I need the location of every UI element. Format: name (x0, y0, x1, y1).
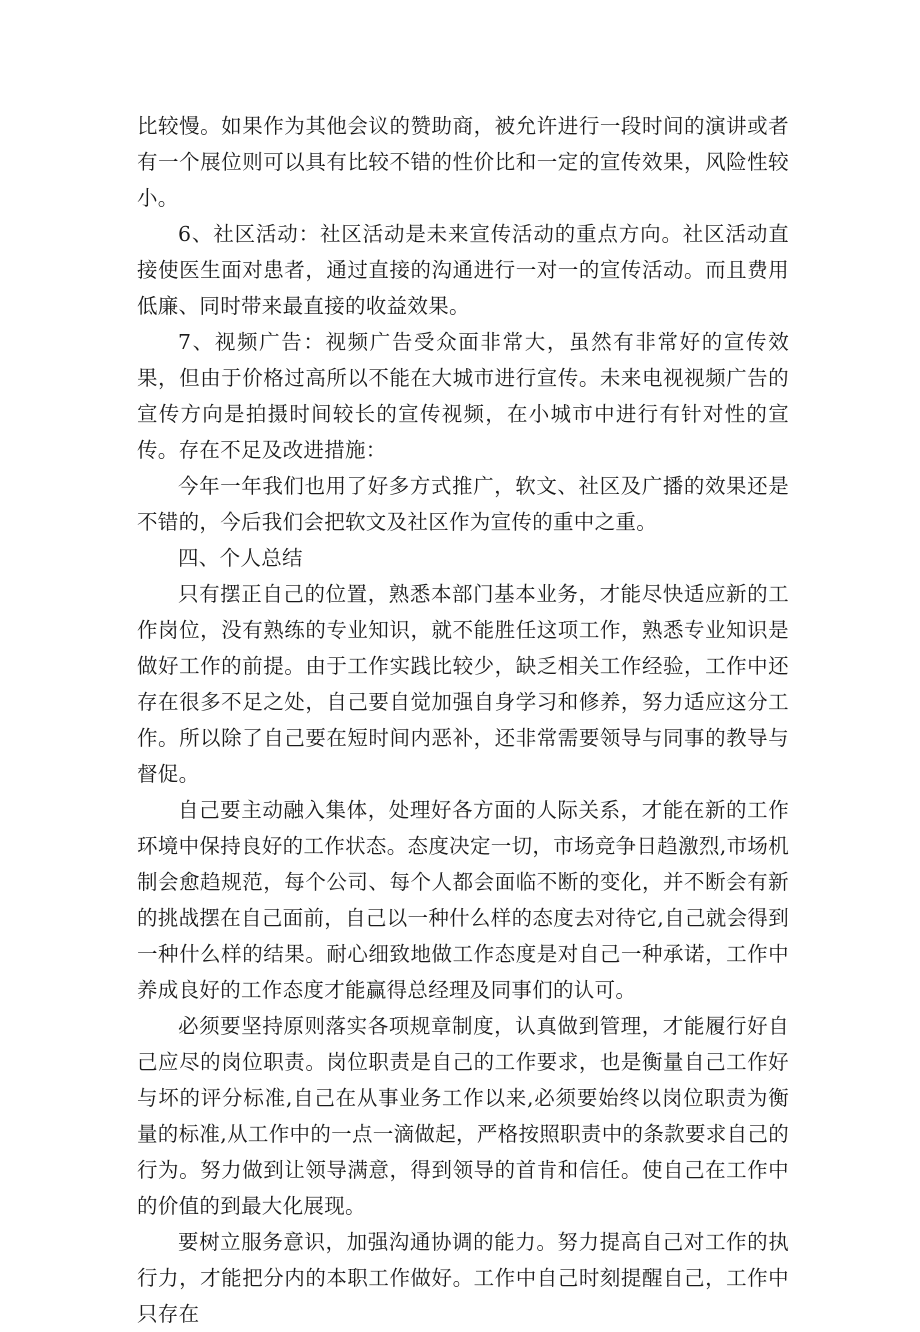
paragraph-position: 只有摆正自己的位置，熟悉本部门基本业务，才能尽快适应新的工作岗位，没有熟练的专业知识，就不能胜任这项工作，熟悉专业知识是做好工作的前提。由于工作实践比较少，缺乏相关工作经验，工作中还存在很多不足之处，自己要自觉加强自身学习和修养，努力适应这分工作。所以除了自己要在短时间内恶补，还非常需要领导与同事的教导与督促。 (137, 582, 789, 786)
document-body (137, 108, 789, 1332)
paragraph-video-ads: 7、视频广告：视频广告受众面非常大，虽然有非常好的宣传效果，但由于价格过高所以不能在大城市进行宣传。未来电视视频广告的宣传方向是拍摄时间较长的宣传视频，在小城市中进行有针对性的宣传。存在不足及改进措施： (137, 330, 789, 462)
paragraph-promotion-summary: 今年一年我们也用了好多方式推广，软文、社区及广播的效果还是不错的，今后我们会把软文及社区作为宣传的重中之重。 (137, 474, 789, 534)
paragraph-team-integration: 自己要主动融入集体，处理好各方面的人际关系，才能在新的工作环境中保持良好的工作状态。态度决定一切，市场竞争日趋激烈,市场机制会愈趋规范，每个公司、每个人都会面临不断的变化，并不断会有新的挑战摆在自己面前，自己以一种什么样的态度去对待它,自己就会得到一种什么样的结果。耐心细致地做工作态度是对自己一种承诺，工作中养成良好的工作态度才能赢得总经理及同事们的认可。 (137, 798, 789, 1002)
paragraph-rules-duties: 必须要坚持原则落实各项规章制度，认真做到管理，才能履行好自己应尽的岗位职责。岗位职责是自己的工作要求，也是衡量自己工作好与坏的评分标准,自己在从事业务工作以来,必须要始终以岗位职责为衡量的标准,从工作中的一点一滴做起，严格按照职责中的条款要求自己的行为。努力做到让领导满意，得到领导的首肯和信任。使自己在工作中的价值的到最大化展现。 (137, 1014, 789, 1218)
section-heading-personal-summary: 四、个人总结 (178, 546, 303, 570)
paragraph-sponsor-continuation: 比较慢。如果作为其他会议的赞助商，被允许进行一段时间的演讲或者有一个展位则可以具有比较不错的性价比和一定的宣传效果，风险性较小。 (137, 114, 789, 210)
paragraph-community-activities: 6、社区活动：社区活动是未来宣传活动的重点方向。社区活动直接使医生面对患者，通过直接的沟通进行一对一的宣传活动。而且费用低廉、同时带来最直接的收益效果。 (137, 222, 789, 318)
paragraph-service-awareness: 要树立服务意识，加强沟通协调的能力。努力提高自己对工作的执行力，才能把分内的本职工作做好。工作中自己时刻提醒自己，工作中只存在 (137, 1230, 789, 1326)
